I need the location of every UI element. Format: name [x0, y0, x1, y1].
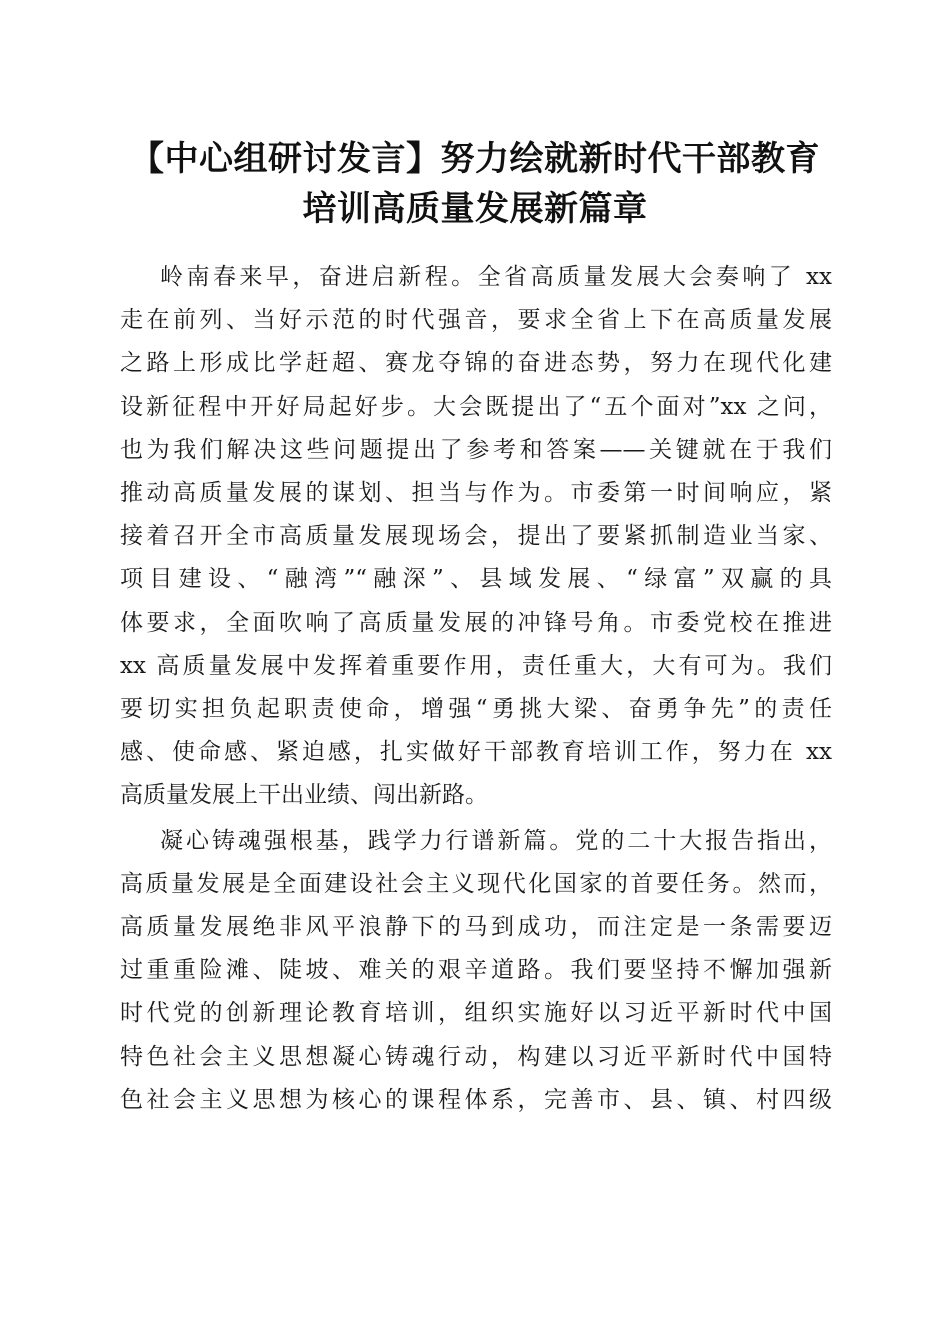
title-line: 培训高质量发展新篇章 [302, 189, 648, 229]
paragraph-line: 要切实担负起职责使命，增强“勇挑大梁、奋勇争先”的责任 [120, 696, 832, 723]
paragraph-line: 体要求，全面吹响了高质量发展的冲锋号角。市委党校在推进 [120, 609, 832, 636]
paragraph-line: 项目建设、“融湾”“融深”、县域发展、“绿富”双赢的具 [120, 566, 832, 593]
paragraph-line: 特色社会主义思想凝心铸魂行动，构建以习近平新时代中国特 [120, 1043, 832, 1070]
paragraph-line: 过重重险滩、陡坡、难关的艰辛道路。我们要坚持不懈加强新 [120, 957, 832, 984]
paragraph-line: 也为我们解决这些问题提出了参考和答案——关键就在于我们 [120, 436, 832, 463]
paragraph-line: 高质量发展绝非风平浪静下的马到成功，而注定是一条需要迈 [120, 914, 832, 941]
paragraph-line: 时代党的创新理论教育培训，组织实施好以习近平新时代中国 [120, 1000, 832, 1027]
document-title [110, 134, 840, 234]
paragraph-line: 色社会主义思想为核心的课程体系，完善市、县、镇、村四级 [120, 1086, 832, 1113]
paragraph-line: 设新征程中开好局起好步。大会既提出了“五个面对”xx 之问， [120, 393, 832, 420]
paragraph-line: 高质量发展是全面建设社会主义现代化国家的首要任务。然而， [120, 870, 832, 897]
paragraph-line: 推动高质量发展的谋划、担当与作为。市委第一时间响应，紧 [120, 480, 832, 507]
paragraph-line: 感、使命感、紧迫感，扎实做好干部教育培训工作，努力在 xx [120, 739, 832, 766]
document-body [120, 256, 832, 1124]
paragraph-line: 凝心铸魂强根基，践学力行谱新篇。党的二十大报告指出， [160, 827, 832, 854]
paragraph-line: 走在前列、当好示范的时代强音，要求全省上下在高质量发展 [120, 307, 832, 334]
paragraph [120, 820, 832, 1122]
paragraph-line: 岭南春来早，奋进启新程。全省高质量发展大会奏响了 xx [160, 264, 832, 290]
paragraph-line: 高质量发展上干出业绩、闯出新路。 [120, 782, 488, 809]
paragraph-line: xx 高质量发展中发挥着重要作用，责任重大，大有可为。我们 [120, 652, 832, 679]
paragraph [120, 256, 832, 818]
paragraph-line: 之路上形成比学赶超、赛龙夺锦的奋进态势，努力在现代化建 [120, 350, 832, 377]
title-line: 【中心组研讨发言】努力绘就新时代干部教育 [130, 139, 820, 179]
paragraph-line: 接着召开全市高质量发展现场会，提出了要紧抓制造业当家、 [120, 523, 832, 550]
